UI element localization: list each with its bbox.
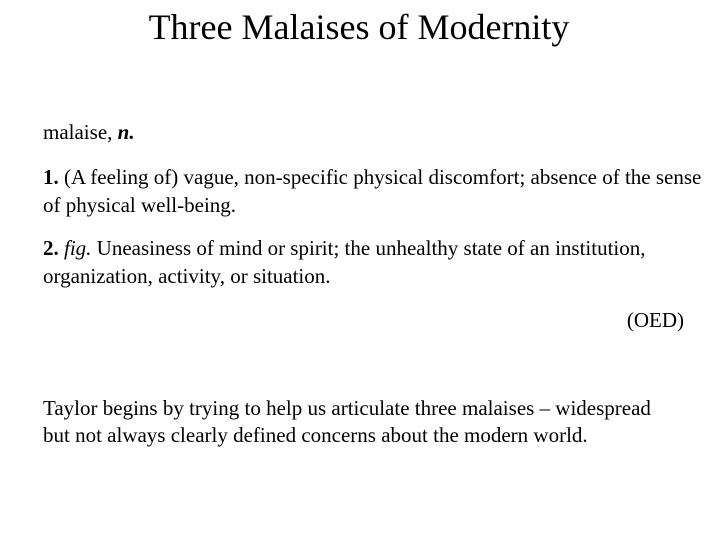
sense-number: 1. [43, 165, 59, 189]
slide-title: Three Malaises of Modernity [148, 7, 570, 47]
definition-source: (OED) [626, 308, 684, 332]
definition-sense-1 [43, 163, 703, 219]
sense-text: (A feeling of) vague, non-specific physical discomfort; absence of the sense of physical well-being. [43, 165, 702, 217]
sense-label: fig. [64, 236, 92, 260]
headword: malaise [43, 120, 108, 144]
part-of-speech: n. [117, 120, 135, 144]
headword-separator: , [107, 120, 118, 144]
definition-sense-2 [43, 234, 703, 290]
sense-number: 2. [43, 236, 59, 260]
dictionary-headword-line [43, 119, 135, 145]
body-paragraph: Taylor begins by trying to help us articulate three malaises – widespread but not always clearly defined concerns about the modern world. [43, 396, 651, 447]
sense-text: Uneasiness of mind or spirit; the unhealthy state of an institution, organization, activity, or situation. [43, 236, 646, 288]
